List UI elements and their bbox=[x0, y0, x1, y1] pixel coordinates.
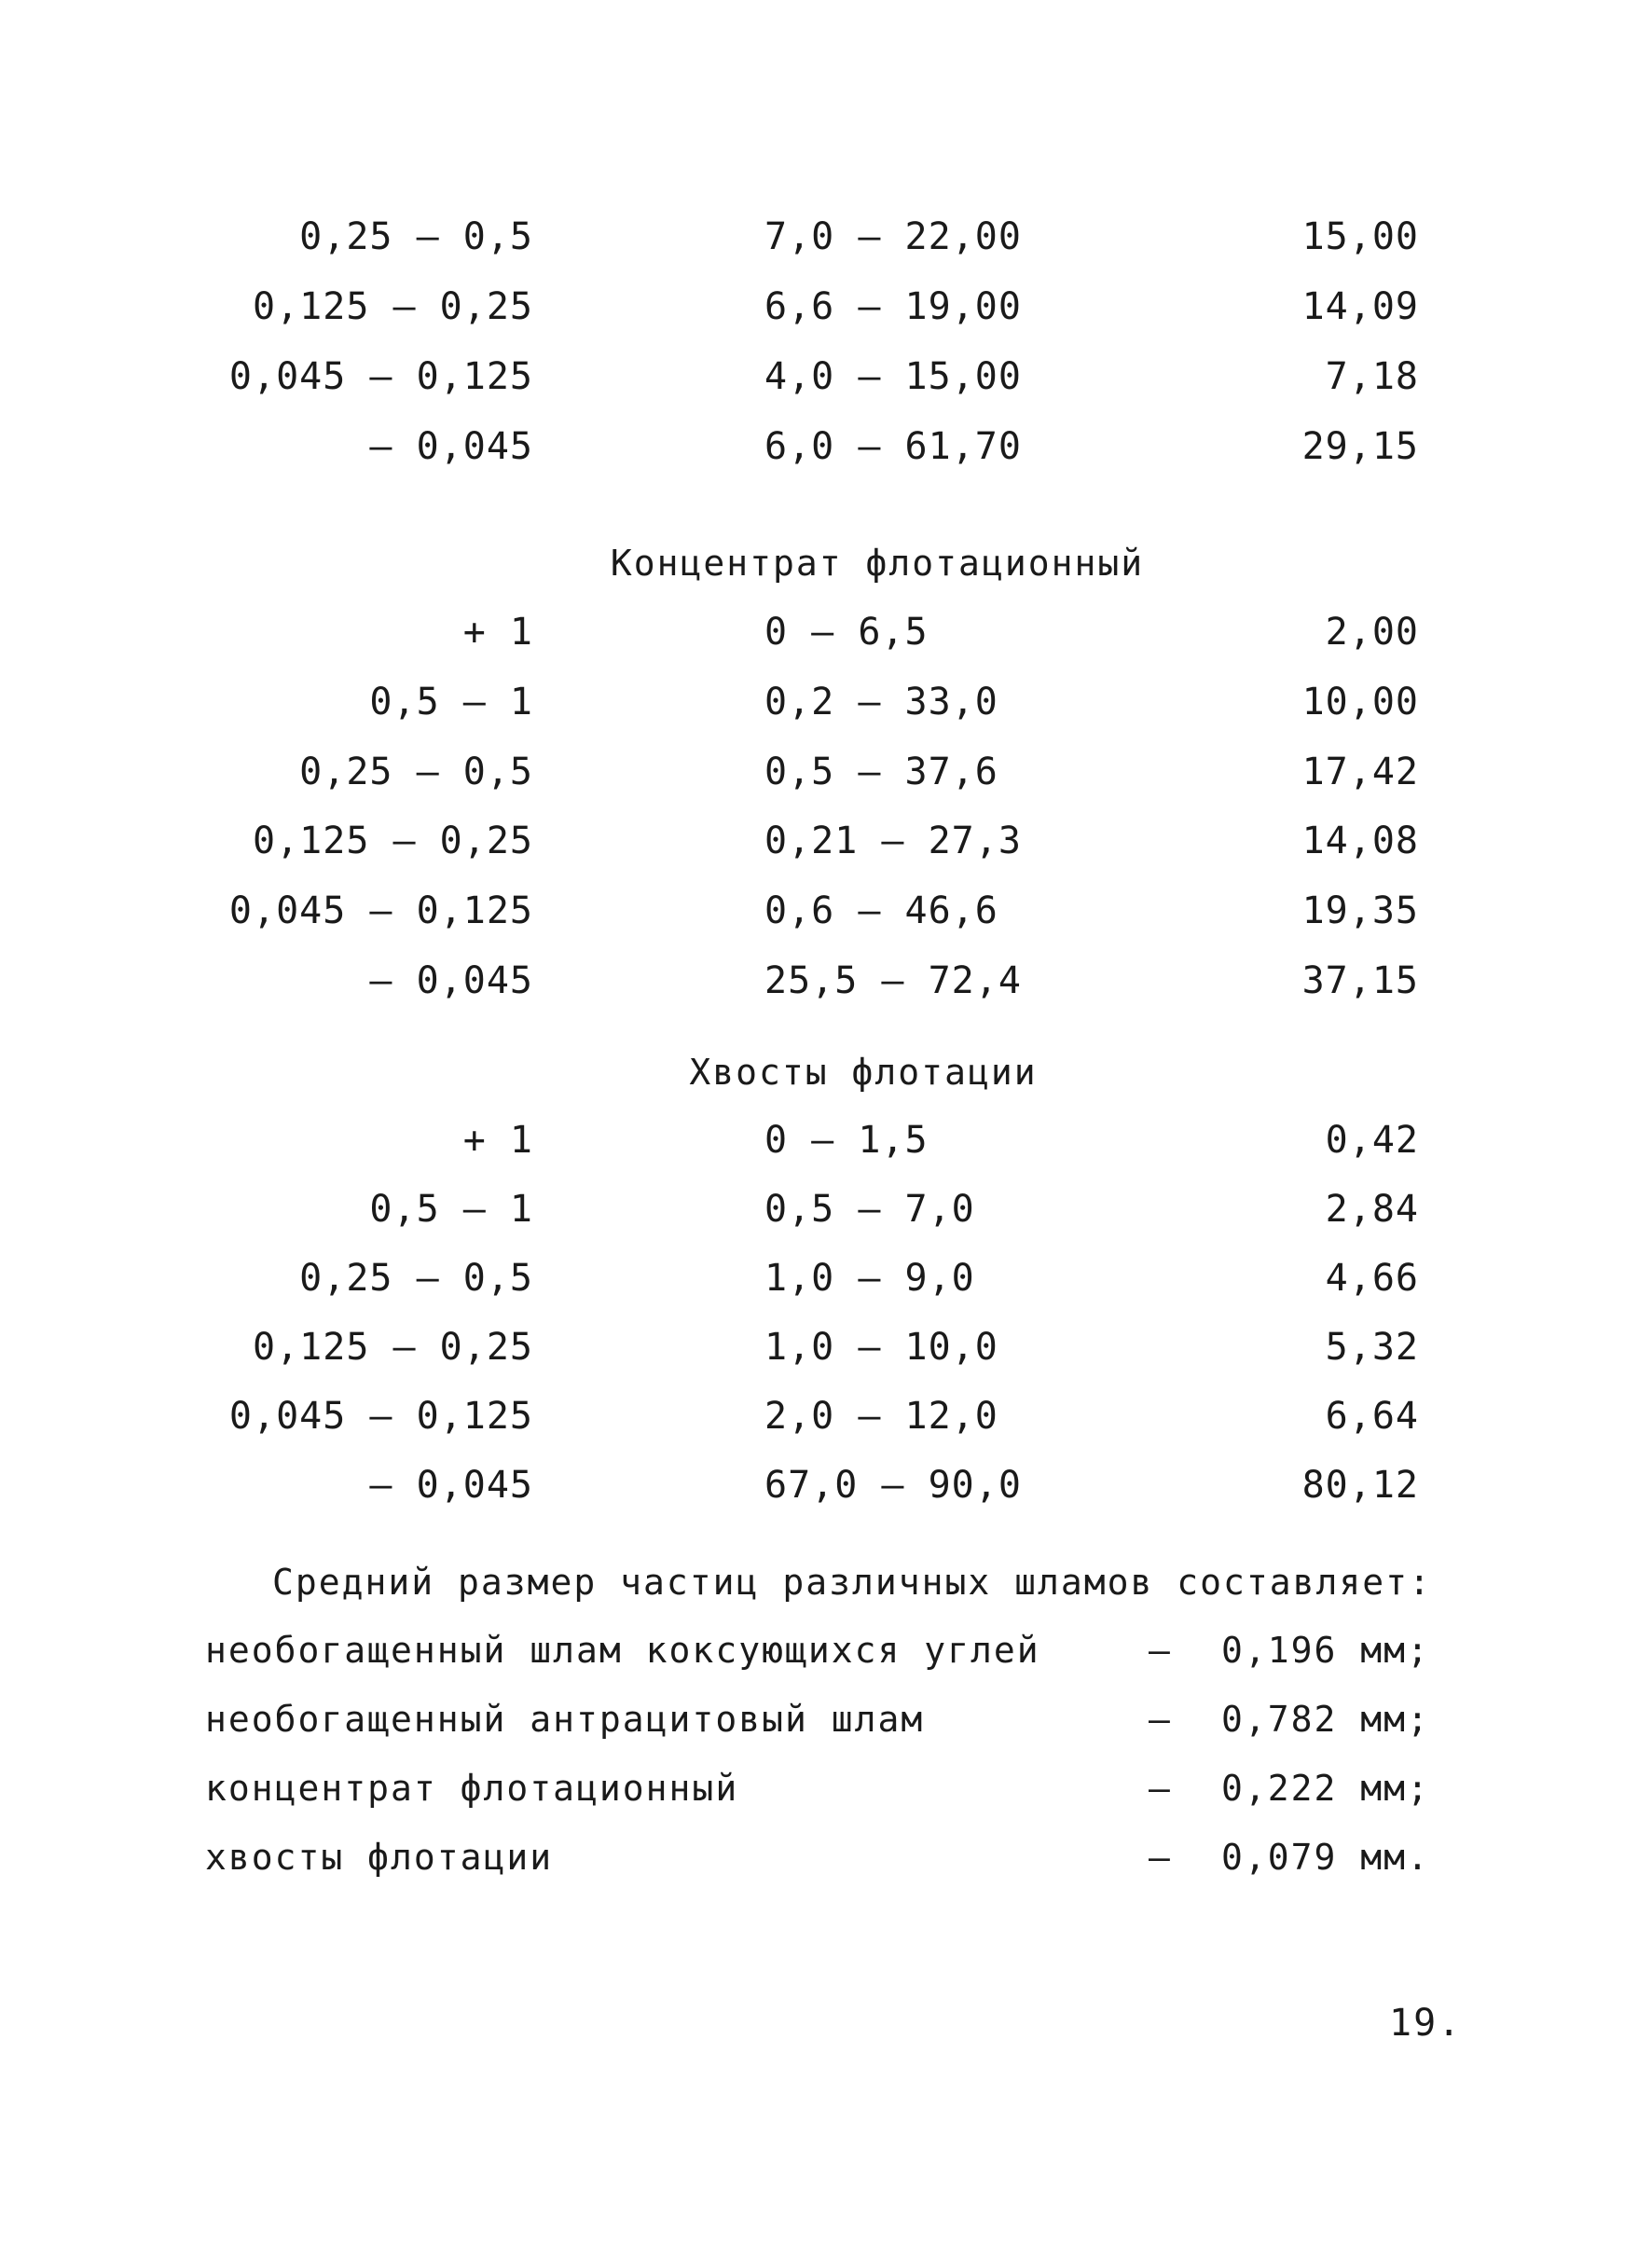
summary-label: необогащенный шлам коксующихся углей bbox=[205, 1630, 1040, 1671]
summary-intro: Средний размер частиц различных шламов составляет: bbox=[272, 1562, 1432, 1603]
size-fraction: 0,125 – 0,25 bbox=[253, 820, 533, 862]
ash-average: 19,35 bbox=[1301, 889, 1419, 932]
size-fraction: + 1 bbox=[462, 611, 533, 654]
ash-range: 0,2 – 33,0 bbox=[764, 681, 998, 723]
ash-range: 2,0 – 12,0 bbox=[764, 1395, 998, 1438]
ash-average: 14,09 bbox=[1301, 285, 1419, 328]
ash-average: 15,00 bbox=[1301, 215, 1419, 258]
ash-average: 2,84 bbox=[1325, 1188, 1419, 1231]
table-row bbox=[0, 349, 1652, 405]
ash-average: 14,08 bbox=[1301, 820, 1419, 862]
ash-range: 6,6 – 19,00 bbox=[764, 285, 1022, 328]
size-fraction: + 1 bbox=[462, 1119, 533, 1162]
ash-average: 37,15 bbox=[1301, 959, 1419, 1002]
ash-range: 6,0 – 61,70 bbox=[764, 425, 1022, 468]
ash-range: 25,5 – 72,4 bbox=[764, 959, 1022, 1002]
table-row bbox=[0, 1250, 1652, 1306]
summary-line bbox=[0, 1691, 1652, 1747]
ash-range: 1,0 – 9,0 bbox=[764, 1257, 975, 1300]
page-number: 19. bbox=[1389, 2002, 1463, 2045]
size-fraction: 0,045 – 0,125 bbox=[228, 1395, 533, 1438]
table-row bbox=[0, 419, 1652, 475]
ash-range: 0,21 – 27,3 bbox=[764, 820, 1022, 862]
section-heading: Концентрат флотационный bbox=[610, 543, 1145, 584]
size-fraction: 0,25 – 0,5 bbox=[299, 751, 533, 793]
section-heading: Хвосты флотации bbox=[689, 1052, 1038, 1093]
ash-range: 0,6 – 46,6 bbox=[764, 889, 998, 932]
ash-range: 4,0 – 15,00 bbox=[764, 355, 1022, 398]
summary-line bbox=[0, 1622, 1652, 1678]
summary-dash: – bbox=[1149, 1837, 1172, 1878]
size-fraction: 0,125 – 0,25 bbox=[253, 285, 533, 328]
summary-label: концентрат флотационный bbox=[205, 1768, 739, 1809]
ash-range: 0,5 – 37,6 bbox=[764, 751, 998, 793]
size-fraction: 0,045 – 0,125 bbox=[228, 355, 533, 398]
summary-value: 0,782 мм; bbox=[1221, 1699, 1430, 1740]
summary-line bbox=[0, 1760, 1652, 1816]
ash-range: 0 – 1,5 bbox=[764, 1119, 929, 1162]
ash-average: 4,66 bbox=[1325, 1257, 1419, 1300]
summary-value: 0,079 мм. bbox=[1221, 1837, 1430, 1878]
size-fraction: – 0,045 bbox=[369, 959, 533, 1002]
table-row bbox=[0, 1181, 1652, 1237]
table-row bbox=[0, 883, 1652, 939]
size-fraction: 0,5 – 1 bbox=[369, 681, 533, 723]
summary-dash: – bbox=[1149, 1630, 1172, 1671]
ash-average: 5,32 bbox=[1325, 1326, 1419, 1369]
table-row bbox=[0, 953, 1652, 1009]
size-fraction: 0,045 – 0,125 bbox=[228, 889, 533, 932]
size-fraction: 0,25 – 0,5 bbox=[299, 215, 533, 258]
table-row bbox=[0, 1112, 1652, 1168]
size-fraction: – 0,045 bbox=[369, 1464, 533, 1507]
table-row bbox=[0, 674, 1652, 730]
ash-range: 7,0 – 22,00 bbox=[764, 215, 1022, 258]
ash-range: 1,0 – 10,0 bbox=[764, 1326, 998, 1369]
summary-dash: – bbox=[1149, 1699, 1172, 1740]
ash-average: 0,42 bbox=[1325, 1119, 1419, 1162]
ash-average: 29,15 bbox=[1301, 425, 1419, 468]
table-row bbox=[0, 1457, 1652, 1513]
size-fraction: 0,25 – 0,5 bbox=[299, 1257, 533, 1300]
ash-average: 80,12 bbox=[1301, 1464, 1419, 1507]
ash-average: 17,42 bbox=[1301, 751, 1419, 793]
table-row bbox=[0, 744, 1652, 800]
ash-average: 2,00 bbox=[1325, 611, 1419, 654]
ash-range: 0 – 6,5 bbox=[764, 611, 929, 654]
summary-line bbox=[0, 1829, 1652, 1885]
size-fraction: – 0,045 bbox=[369, 425, 533, 468]
table-row bbox=[0, 813, 1652, 869]
summary-label: хвосты флотации bbox=[205, 1837, 554, 1878]
table-row bbox=[0, 209, 1652, 265]
size-fraction: 0,5 – 1 bbox=[369, 1188, 533, 1231]
table-row bbox=[0, 1388, 1652, 1444]
summary-value: 0,196 мм; bbox=[1221, 1630, 1430, 1671]
table-row bbox=[0, 604, 1652, 660]
summary-label: необогащенный антрацитовый шлам bbox=[205, 1699, 925, 1740]
table-row bbox=[0, 279, 1652, 335]
summary-value: 0,222 мм; bbox=[1221, 1768, 1430, 1809]
size-fraction: 0,125 – 0,25 bbox=[253, 1326, 533, 1369]
ash-range: 67,0 – 90,0 bbox=[764, 1464, 1022, 1507]
summary-dash: – bbox=[1149, 1768, 1172, 1809]
ash-average: 7,18 bbox=[1325, 355, 1419, 398]
ash-average: 6,64 bbox=[1325, 1395, 1419, 1438]
table-row bbox=[0, 1319, 1652, 1375]
ash-range: 0,5 – 7,0 bbox=[764, 1188, 975, 1231]
ash-average: 10,00 bbox=[1301, 681, 1419, 723]
